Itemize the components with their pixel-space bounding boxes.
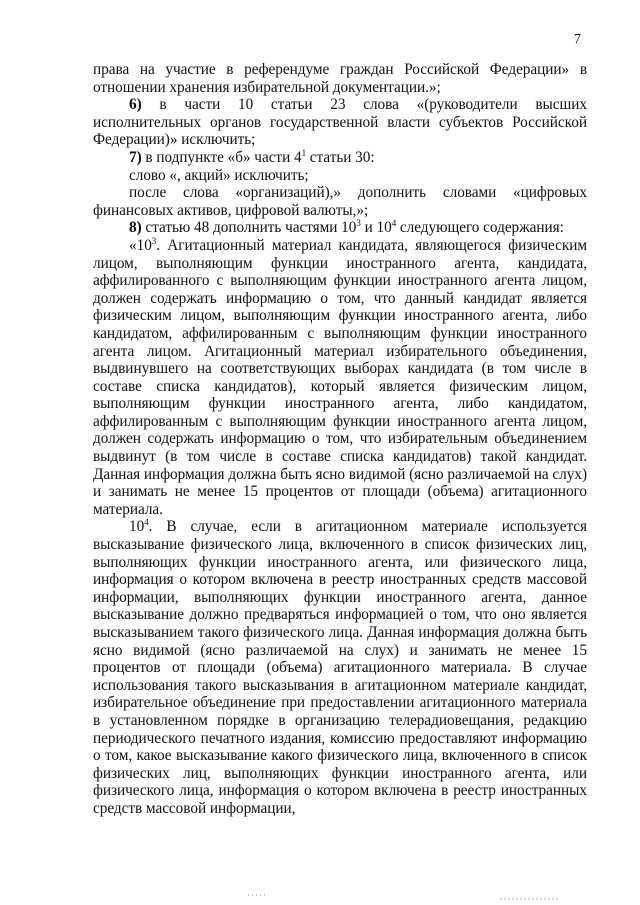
paragraph-shares: слово «, акций» исключить; bbox=[129, 166, 309, 184]
item-7-superscript: 1 bbox=[301, 147, 307, 158]
part-10-3-superscript: 3 bbox=[151, 235, 157, 246]
item-8-superscript-a: 3 bbox=[356, 218, 361, 229]
paragraph-part-10-4 bbox=[93, 518, 587, 817]
part-10-4-body: . В случае, если в агитационном материале используется высказывание физического лица, включенного в список физических лиц, выполняющих функции иностранного агента, или физического лица, информация о котором включена в реестр иностранных средств массовой информации, выполняющих функции иностранного агента, данное высказывание должно предваряться информацией о том, что оно является высказыванием такого физического лица. Данная информация должна быть ясно видимой (ясно различаемой на слух) и занимать не менее 15 процентов от площади (объема) агитационного материала. В случае использования такого высказывания в агитационном материале кандидат, избирательное объединение при предоставлении агитационного материала в установленном порядке в организацию телерадиовещания, редакцию периодического печатного издания, комиссию предоставляют информацию о том, какое высказывание какого физического лица, включенного в список физических лиц, выполняющих функции иностранного агента, или физического лица, информация о котором включена в реестр иностранных средств массовой информации, bbox=[93, 518, 587, 817]
page-number: 7 bbox=[574, 32, 581, 47]
part-10-4-superscript: 4 bbox=[144, 517, 149, 528]
part-10-3-prefix: «10 bbox=[129, 236, 152, 254]
paragraph-digital-assets: после слова «организаций),» дополнить словами «цифровых финансовых активов, цифровой валюты,»; bbox=[93, 184, 587, 219]
document-body bbox=[93, 61, 587, 818]
item-8-text-a: статью 48 дополнить частями 10 bbox=[141, 219, 357, 237]
paragraph-item-8 bbox=[93, 219, 587, 237]
part-10-4-prefix: 10 bbox=[129, 518, 145, 536]
paragraph-item-6 bbox=[93, 96, 587, 149]
item-8-superscript-b: 4 bbox=[391, 218, 397, 229]
item-8-text-c: следующего содержания: bbox=[396, 219, 564, 237]
scan-edge-marks bbox=[0, 885, 640, 905]
paragraph-part-10-3 bbox=[93, 237, 587, 519]
item-6-text: в части 10 статьи 23 слова «(руководители высших исполнительных органов государственной власти субъектов Российской Федерации)» исключить; bbox=[93, 96, 587, 149]
paragraph-item-7 bbox=[93, 149, 587, 167]
item-8-text-b: и 10 bbox=[360, 219, 392, 237]
item-7-text-b: статьи 30: bbox=[306, 148, 375, 166]
paragraph-1: права на участие в референдуме граждан Российской Федерации» в отношении хранения избирательной документации.»; bbox=[93, 61, 587, 96]
item-number-6: 6) bbox=[129, 96, 142, 114]
item-number-7: 7) bbox=[129, 148, 142, 166]
item-number-8: 8) bbox=[129, 219, 142, 237]
part-10-3-body: . Агитационный материал кандидата, являющегося физическим лицом, выполняющим функции иностранного агента, кандидата, аффилированного с выполняющим функции иностранного агента лицом, должен содержать информацию о том, что данный кандидат является физическим лицом, выполняющим функции иностранного агента, либо кандидатом, аффилированным с выполняющим функции иностранного агента лицом. Агитационный материал избирательного объединения, выдвинувшего на соответствующих выборах кандидата (в том числе в составе списка кандидатов), который является физическим лицом, выполняющим функции иностранного агента, либо кандидатом, аффилированным с выполняющим функции иностранного агента лицом, должен содержать информацию о том, что избирательным объединением выдвинут (в том числе в составе списка кандидатов) такой кандидат. Данная информация должна быть ясно видимой (ясно различаемой на слух) и занимать не менее 15 процентов от площади (объема) агитационного материала. bbox=[93, 236, 587, 518]
item-7-text-a: в подпункте «б» части 4 bbox=[141, 148, 302, 166]
